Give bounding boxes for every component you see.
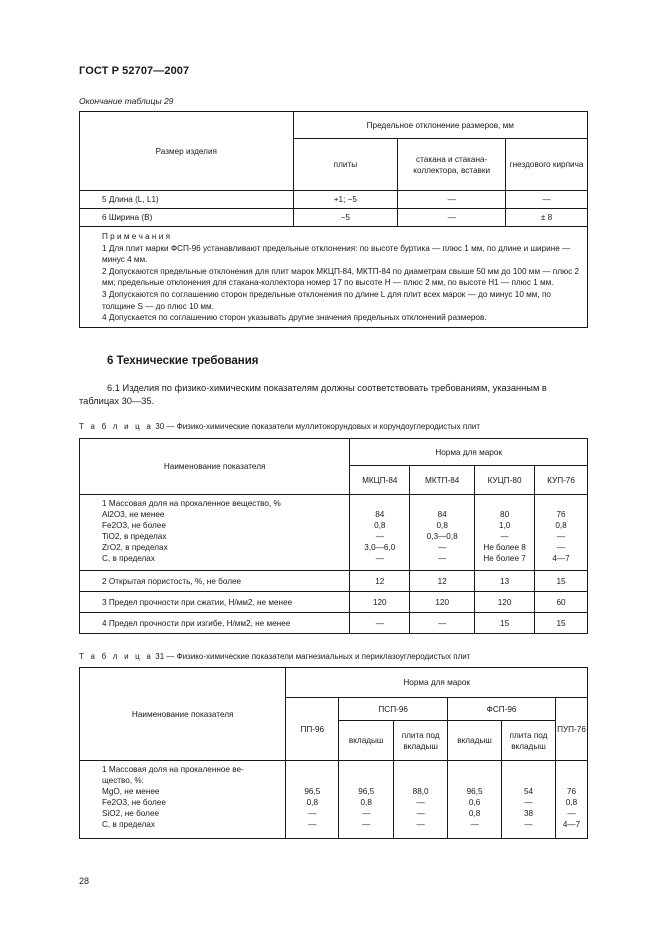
table-row (80, 613, 588, 634)
value-line (339, 775, 393, 786)
table-31 (79, 667, 588, 839)
value-line: Не более 7 (483, 554, 526, 563)
t31-row1-cell (502, 761, 556, 839)
t30-cell: 15 (535, 613, 588, 634)
value-line (502, 775, 555, 786)
t29-cell: — (506, 191, 588, 209)
value-line: — (416, 820, 425, 829)
value-line (286, 775, 338, 786)
t31-sub-insert: вкладыш (448, 721, 502, 761)
t30-cell: — (410, 613, 475, 634)
t31-col-group: Норма для марок (286, 668, 588, 698)
t29-cell: +1; −5 (293, 191, 398, 209)
note-item: 2 Допускаются предельные отклонения для плит марок МКЦП-84, МКТП-84 по диаметрам свыше 50 мм до 100 мм — плюс 2 мм; предельные отклонения для стакана-коллектора номер 17 по высоте H — плюс 2 мм, по высоте H1 — плюс 1 мм. (102, 266, 580, 288)
value-line: 76 (556, 510, 566, 519)
value-line: 0,8 (374, 521, 386, 530)
value-line: — (416, 809, 425, 818)
value-line (475, 498, 534, 509)
value-line (448, 775, 501, 786)
value-line: 0,8 (468, 809, 481, 818)
t31-row1-cell (448, 761, 502, 839)
note-item: 4 Допускается по соглашению сторон указывать другие значения предельных отклонений размеров. (102, 313, 487, 323)
t30-cell: 120 (350, 592, 410, 613)
t31-col-psp: ПСП-96 (339, 698, 448, 721)
label-line: Al2O3, не менее (102, 510, 165, 519)
t31-col-pup: ПУП-76 (555, 698, 587, 761)
value-line: — (556, 532, 566, 541)
t31-sub-plate: плита под вкладыш (394, 721, 448, 761)
value-line: 96,5 (304, 787, 321, 796)
table-row (80, 592, 588, 613)
page-number: 28 (79, 876, 90, 886)
t29-row-label: 6 Ширина (B) (80, 209, 294, 227)
value-line: — (375, 554, 384, 563)
note-item: 1 Для плит марки ФСП-96 устанавливают предельные отклонения: по высоте буртика — плюс 1 мм, по длине и ширине — минус 4 мм. (102, 243, 571, 265)
t30-row-label: 3 Предел прочности при сжатии, Н/мм2, не менее (80, 592, 350, 613)
label-line: Fe2O3, не более (102, 521, 166, 530)
t29-notes (80, 227, 588, 328)
t31-sub-insert: вкладыш (339, 721, 394, 761)
t30-row1-cell (350, 495, 410, 571)
table31-caption (79, 652, 470, 661)
t30-cell: 13 (475, 571, 535, 592)
value-line: 0,8 (565, 798, 578, 807)
value-line: — (416, 798, 425, 807)
t31-col-pp: ПП-96 (286, 698, 339, 761)
t31-row1-label (80, 761, 286, 839)
value-line (394, 775, 447, 786)
value-line: — (470, 820, 479, 829)
t29-cell: −5 (293, 209, 398, 227)
value-line: — (362, 809, 371, 818)
table-30 (79, 438, 588, 634)
t29-col-item: Размер изделия (80, 112, 294, 191)
t30-col-mkcp: МКЦП-84 (350, 466, 410, 495)
label-line: SiO2, не более (102, 809, 160, 818)
t29-col-nozzle: стакана и стакана-коллектора, вставки (398, 139, 506, 191)
t30-row-label: 4 Предел прочности при изгибе, Н/мм2, не менее (80, 613, 350, 634)
label-line: Fe2O3, не более (102, 798, 166, 807)
value-line (556, 764, 587, 775)
t30-cell: — (350, 613, 410, 634)
value-line: 84 (437, 510, 447, 519)
t31-sub-plate: плита под вкладыш (502, 721, 556, 761)
value-line: 0,6 (468, 798, 481, 807)
value-line: — (524, 798, 533, 807)
label-line: C, в пределах (102, 820, 155, 829)
t29-col-brick: гнездового кирпича (506, 139, 588, 191)
t31-col-fsp: ФСП-96 (448, 698, 556, 721)
value-line: 96,5 (466, 787, 483, 796)
value-line (556, 775, 587, 786)
document-header: ГОСТ Р 52707—2007 (79, 65, 190, 77)
table-row (80, 761, 588, 839)
value-line: 80 (500, 510, 510, 519)
t30-cell: 120 (410, 592, 475, 613)
t29-col-plate: плиты (293, 139, 398, 191)
t29-cell: — (398, 191, 506, 209)
value-line: 4—7 (552, 554, 570, 563)
value-line (394, 764, 447, 775)
section-title: 6 Технические требования (107, 355, 259, 367)
label-line: C, в пределах (102, 554, 155, 563)
t30-col-kup: КУП-76 (535, 466, 588, 495)
t30-col-mktp: МКТП-84 (410, 466, 475, 495)
value-line: 0,3—0,8 (426, 532, 458, 541)
value-line (410, 498, 474, 509)
value-line: 38 (523, 809, 534, 818)
table30-caption (79, 422, 480, 431)
t30-row1-cell (475, 495, 535, 571)
section-paragraph: 6.1 Изделия по физико-химическим показателям должны соответствовать требованиям, указанным в таблицах 30—35. (79, 383, 547, 406)
t30-cell: 15 (535, 571, 588, 592)
value-line: — (438, 554, 447, 563)
note-item: 3 Допускаются по соглашению сторон предельные отклонения по длине L для плит всех марок — до минус 10 мм, по толщине S — до плюс 10 мм. (102, 289, 551, 311)
caption-text: 30 — Физико-химические показатели муллитокорундовых и корундоуглеродистых плит (155, 422, 480, 431)
t31-row1-cell (394, 761, 448, 839)
t30-col-item: Наименование показателя (80, 439, 350, 495)
t29-row-label: 5 Длина (L, L1) (80, 191, 294, 209)
label-line: MgO, не менее (102, 787, 160, 796)
value-line: — (556, 543, 566, 552)
t30-col-kucp: КУЦП-80 (475, 466, 535, 495)
t29-col-group: Предельное отклонение размеров, мм (293, 112, 587, 139)
t30-row1-cell (535, 495, 588, 571)
caption-word: Т а б л и ц а (79, 652, 154, 661)
caption-text: 31 — Физико-химические показатели магнезиальных и периклазоуглеродистых плит (155, 652, 471, 661)
table-row (80, 571, 588, 592)
value-line: 76 (566, 787, 577, 796)
value-line: 88,0 (412, 787, 429, 796)
value-line (350, 498, 409, 509)
value-line: 0,8 (360, 798, 372, 807)
t31-col-item: Наименование показателя (80, 668, 286, 761)
notes-title: П р и м е ч а н и я (102, 232, 171, 241)
t29-cell: — (398, 209, 506, 227)
t30-row-label: 2 Открытая пористость, %, не более (80, 571, 350, 592)
value-line: — (308, 809, 317, 818)
label-line: 1 Массовая доля на прокаленное ве- (102, 765, 244, 774)
table-29 (79, 111, 588, 328)
caption-word: Т а б л и ц а (79, 422, 154, 431)
value-line: — (308, 820, 317, 829)
t29-cell: ± 8 (506, 209, 588, 227)
t31-row1-cell (555, 761, 587, 839)
label-line: щество, %: (102, 776, 144, 785)
t30-cell: 60 (535, 592, 588, 613)
value-line: — (500, 532, 509, 541)
t31-row1-cell (286, 761, 339, 839)
value-line: — (375, 532, 384, 541)
value-line: 0,8 (436, 521, 448, 530)
t30-row1-cell (410, 495, 475, 571)
label-line: TiO2, в пределах (102, 532, 167, 541)
value-line: 1,0 (498, 521, 511, 530)
value-line: 0,8 (555, 521, 567, 530)
value-line: — (567, 809, 576, 818)
value-line (502, 764, 555, 775)
t30-row1-label (80, 495, 350, 571)
t31-row1-cell (339, 761, 394, 839)
value-line (448, 764, 501, 775)
value-line: 96,5 (358, 787, 375, 796)
value-line: 84 (375, 510, 385, 519)
value-line: 0,8 (306, 798, 318, 807)
table-row (80, 495, 588, 571)
t30-cell: 12 (410, 571, 475, 592)
value-line (535, 498, 587, 509)
value-line (286, 764, 338, 775)
value-line: Не более 8 (483, 543, 526, 552)
value-line (339, 764, 393, 775)
t30-cell: 120 (475, 592, 535, 613)
value-line: — (524, 820, 533, 829)
table-row (80, 209, 588, 227)
value-line: 3,0—6,0 (364, 543, 396, 552)
table-row (80, 191, 588, 209)
value-line: 54 (523, 787, 534, 796)
label-line: ZrO2, в пределах (102, 543, 168, 552)
t30-col-group: Норма для марок (350, 439, 588, 466)
label-line: 1 Массовая доля на прокаленное вещество, % (102, 499, 281, 508)
table29-continuation-label: Окончание таблицы 29 (79, 96, 174, 106)
value-line: 4—7 (562, 820, 581, 829)
t30-cell: 15 (475, 613, 535, 634)
value-line: — (362, 820, 371, 829)
value-line: — (438, 543, 447, 552)
t30-cell: 12 (350, 571, 410, 592)
